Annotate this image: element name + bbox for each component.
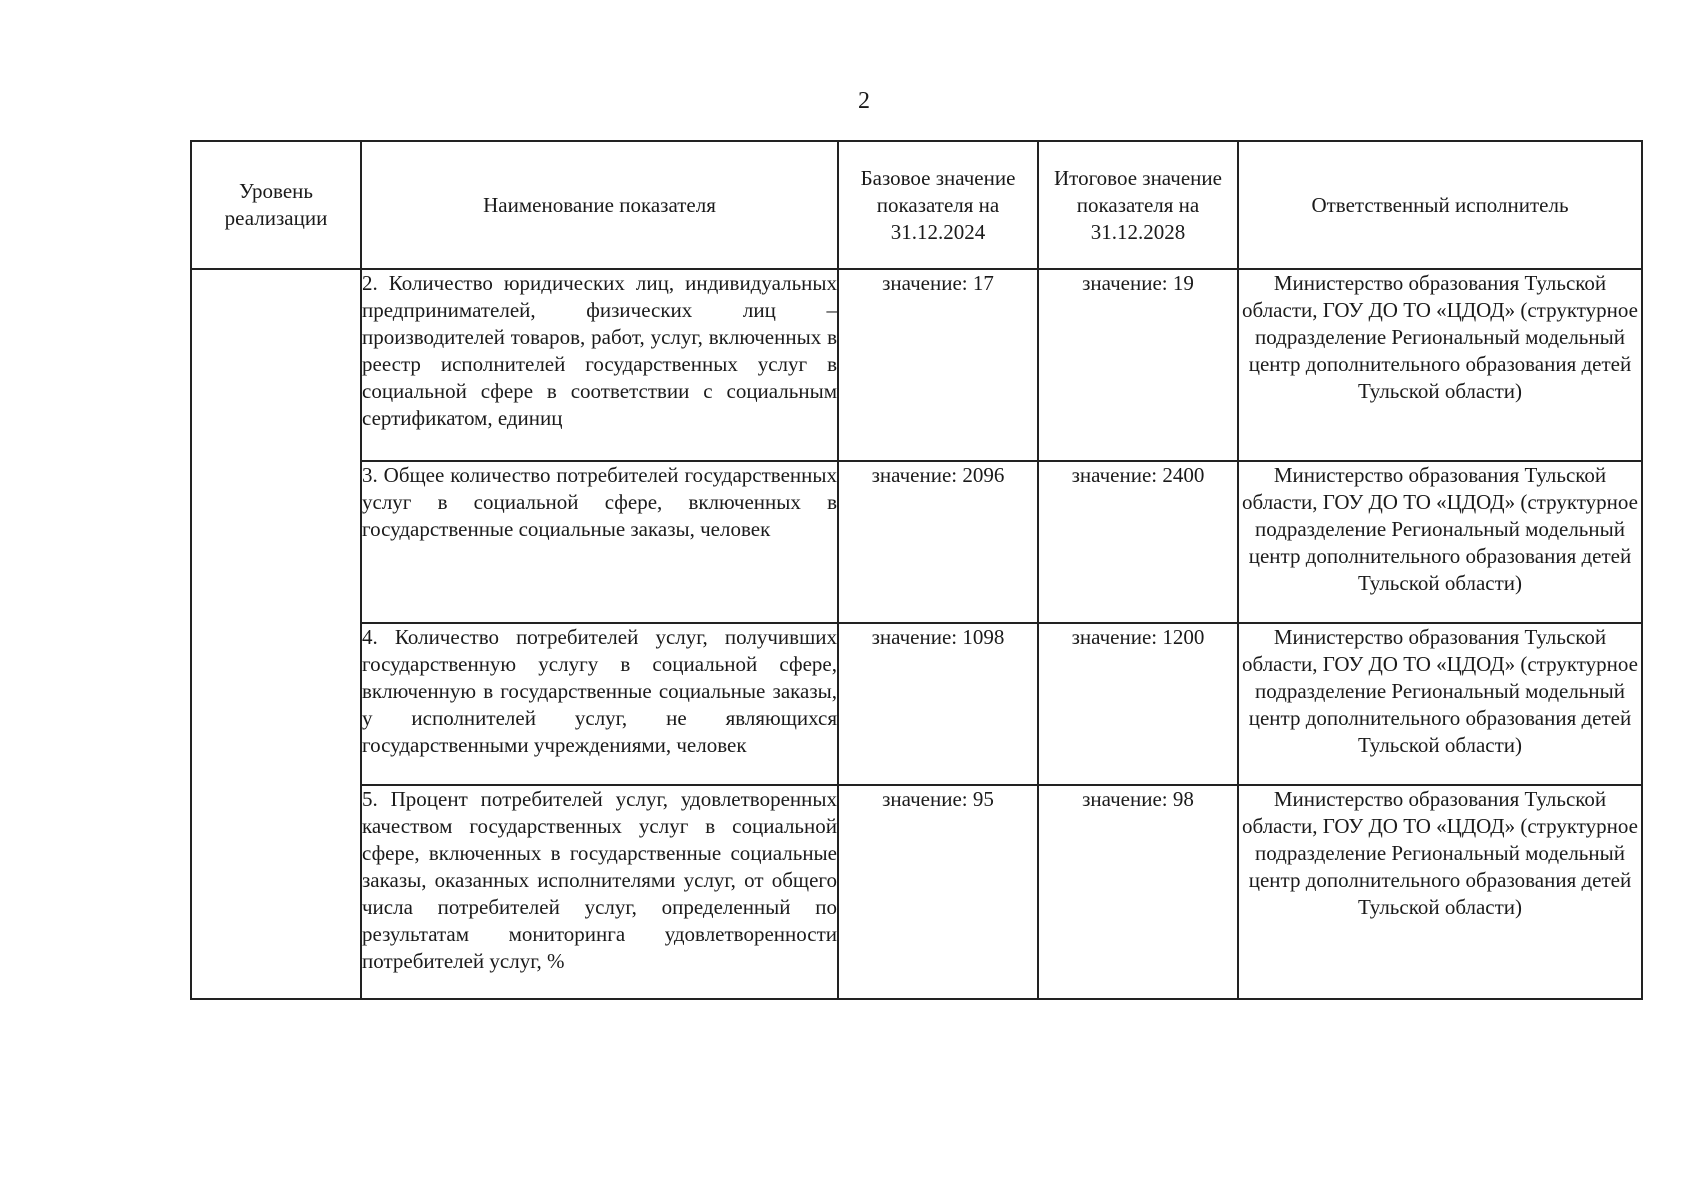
level-cell bbox=[191, 269, 361, 999]
table-row bbox=[191, 785, 1642, 999]
header-name: Наименование показателя bbox=[361, 141, 838, 269]
table-row bbox=[191, 269, 1642, 461]
target-value: значение: 19 bbox=[1038, 269, 1238, 461]
responsible-executor: Министерство образования Тульской области, ГОУ ДО ТО «ЦДОД» (структурное подразделение Региональный модельный центр дополнительного образования детей Тульской области) bbox=[1238, 785, 1642, 999]
header-level: Уровень реализации bbox=[191, 141, 361, 269]
responsible-executor: Министерство образования Тульской области, ГОУ ДО ТО «ЦДОД» (структурное подразделение Региональный модельный центр дополнительного образования детей Тульской области) bbox=[1238, 623, 1642, 785]
responsible-executor: Министерство образования Тульской области, ГОУ ДО ТО «ЦДОД» (структурное подразделение Региональный модельный центр дополнительного образования детей Тульской области) bbox=[1238, 461, 1642, 623]
indicator-name: 3. Общее количество потребителей государственных услуг в социальной сфере, включенных в государственные социальные заказы, человек bbox=[361, 461, 838, 623]
target-value: значение: 98 bbox=[1038, 785, 1238, 999]
base-value: значение: 2096 bbox=[838, 461, 1038, 623]
base-value: значение: 17 bbox=[838, 269, 1038, 461]
table-row bbox=[191, 461, 1642, 623]
header-responsible: Ответственный исполнитель bbox=[1238, 141, 1642, 269]
target-value: значение: 1200 bbox=[1038, 623, 1238, 785]
indicators-table bbox=[190, 140, 1643, 1000]
responsible-executor: Министерство образования Тульской области, ГОУ ДО ТО «ЦДОД» (структурное подразделение Региональный модельный центр дополнительного образования детей Тульской области) bbox=[1238, 269, 1642, 461]
indicator-name: 2. Количество юридических лиц, индивидуальных предпринимателей, физических лиц – производителей товаров, работ, услуг, включенных в реестр исполнителей государственных услуг в социальной сфере в соответствии с социальным сертификатом, единиц bbox=[361, 269, 838, 461]
indicator-name: 5. Процент потребителей услуг, удовлетворенных качеством государственных услуг в социальной сфере, включенных в государственные социальные заказы, оказанных исполнителями услуг, от общего числа потребителей услуг, определенный по результатам мониторинга удовлетворенности потребителей услуг, % bbox=[361, 785, 838, 999]
table-header-row bbox=[191, 141, 1642, 269]
table-row bbox=[191, 623, 1642, 785]
target-value: значение: 2400 bbox=[1038, 461, 1238, 623]
header-base: Базовое значение показателя на 31.12.2024 bbox=[838, 141, 1038, 269]
base-value: значение: 1098 bbox=[838, 623, 1038, 785]
base-value: значение: 95 bbox=[838, 785, 1038, 999]
header-target: Итоговое значение показателя на 31.12.2028 bbox=[1038, 141, 1238, 269]
page-number: 2 bbox=[858, 88, 870, 114]
indicator-name: 4. Количество потребителей услуг, получивших государственную услугу в социальной сфере, включенную в государственные социальные заказы, у исполнителей услуг, не являющихся государственными учреждениями, человек bbox=[361, 623, 838, 785]
